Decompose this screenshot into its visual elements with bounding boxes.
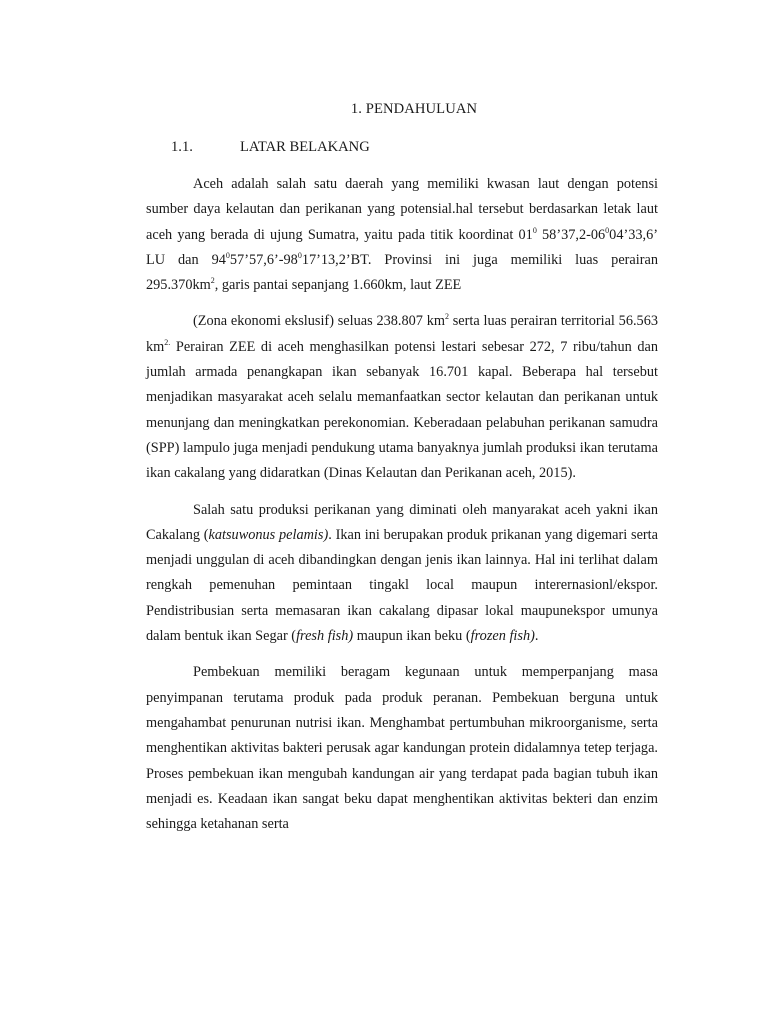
- superscript: 0: [225, 250, 230, 260]
- paragraph-4: Pembekuan memiliki beragam kegunaan untuk memperpanjang masa penyimpanan terutama produk pada produk peranan. Pembekuan berguna untuk mengahambat penurunan nutrisi ikan. Menghambat pertumbuhan mikroorganisme, serta menghentikan aktivitas bakteri perusak agar kandungan protein didalamnya tetep terjaga. Proses pembekuan ikan mengubah kandungan air yang terdapat pada bagian tubuh ikan menjadi es. Keadaan ikan sangat beku dapat menghentikan aktivitas bekteri dan enzim sehingga ketahanan serta: [146, 664, 658, 833]
- section-heading: [171, 139, 370, 156]
- paragraph-text: 04’33,6’ LU dan 94: [146, 226, 659, 268]
- document-body: [146, 172, 658, 848]
- italic-term: katsuwonus pelamis): [208, 526, 329, 543]
- paragraph-text: 17’13,2’BT. Provinsi ini juga memiliki luas perairan 295.370km: [146, 251, 658, 294]
- paragraph-text: Salah satu produksi perikanan yang diminati oleh manyarakat aceh yakni ikan Cakalang (: [146, 501, 658, 543]
- italic-term: frozen fish): [470, 628, 535, 645]
- paragraph-3: [146, 498, 658, 650]
- superscript: 2: [210, 276, 215, 286]
- superscript: 0: [297, 250, 302, 260]
- paragraph-text: .: [534, 628, 539, 645]
- paragraph-text: , garis pantai sepanjang 1.660km, laut ZEE: [214, 277, 462, 294]
- superscript: 0: [532, 225, 537, 235]
- paragraph-2: [146, 309, 658, 486]
- paragraph-1: [146, 172, 658, 298]
- superscript: 0: [605, 225, 610, 235]
- section-number: 1.1.: [171, 139, 193, 155]
- paragraph-text: Aceh adalah salah satu daerah yang memiliki kwasan laut dengan potensi sumber daya kelautan dan perikanan yang potensial.hal tersebut berdasarkan letak laut aceh yang berada di ujung Sumatra, yaitu pada titik koordinat 01: [146, 176, 658, 243]
- paragraph-text: serta luas perairan territorial 56.563 km: [146, 313, 658, 355]
- paragraph-text: maupun ikan beku (: [353, 628, 471, 645]
- paragraph-text: 58’37,2-06: [536, 226, 606, 243]
- italic-term: fresh fish): [296, 628, 354, 645]
- superscript: 2.: [164, 337, 171, 347]
- chapter-title: 1. PENDAHULUAN: [350, 101, 478, 117]
- paragraph-text: Perairan ZEE di aceh menghasilkan potensi lestari sebesar 272, 7 ribu/tahun dan jumlah armada penangkapan ikan sebanyak 16.701 kapal. Beberapa hal tersebut menjadikan masyarakat aceh selalu memanfaatkan sector kelautan dan perikanan untuk menunjang dan meningkatkan perekonomian. Keberadaan pelabuhan perikanan samudra (SPP) lampulo juga menjadi pendukung utama banyaknya jumlah produksi ikan terutama ikan cakalang yang didaratkan (Dinas Kelautan dan Perikanan aceh, 2015).: [146, 338, 658, 482]
- paragraph-text: (Zona ekonomi ekslusif) seluas 238.807 km: [193, 313, 445, 330]
- paragraph-text: 57’57,6’-98: [229, 251, 298, 268]
- superscript: 2: [444, 312, 449, 322]
- paragraph-text: . Ikan ini berupakan produk prikanan yang digemari serta menjadi unggulan di aceh dibandingkan dengan jenis ikan lainnya. Hal ini terlihat dalam rengkah pemenuhan pemintaan tingakl local maupun interernasionl/ekspor. Pendistribusian serta memasaran ikan cakalang dipasar lokal maupunekspor umunya dalam bentuk ikan Segar (: [146, 526, 658, 645]
- section-title: LATAR BELAKANG: [240, 139, 370, 155]
